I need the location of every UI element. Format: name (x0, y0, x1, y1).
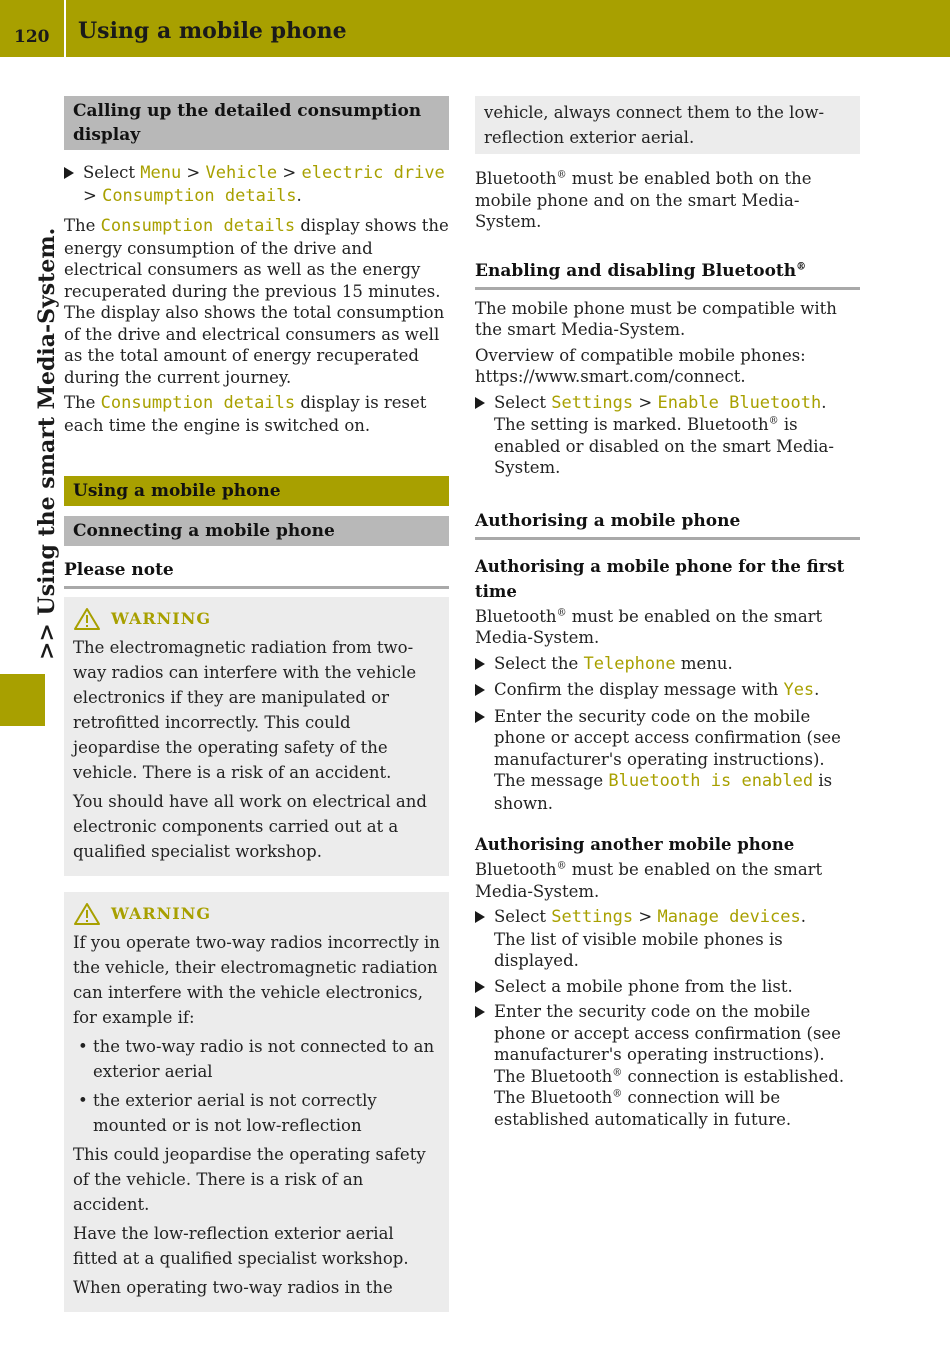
step-arrow-icon (475, 684, 485, 696)
warning-2-text-2: This could jeopardise the operating safety of the vehicle. There is a risk of an accident. (73, 1145, 426, 1214)
continued-warning-text: vehicle, always connect them to the low-reflection exterior aerial. (484, 103, 825, 147)
step-arrow-icon (64, 167, 74, 179)
step-arrow-icon (475, 981, 485, 993)
first-time-heading: Authorising a mobile phone for the first time (475, 556, 845, 601)
settings-term: Settings (551, 392, 634, 413)
another-phone-heading: Authorising another mobile phone (475, 835, 795, 854)
compatibility-overview: Overview of compatible mobile phones: https://www.smart.com/connect. (475, 345, 806, 386)
enable-bluetooth-step: Select Settings > Enable Bluetooth. The setting is marked. Bluetooth® is enabled or disabled on the smart Media-System. (475, 392, 860, 479)
menu-term: Menu (140, 163, 182, 183)
another-phone-step-3: Enter the security code on the mobile phone or accept access confirmation (see manufacturer's operating instructions). The Bluetooth® connection is established. The Bluetooth® connection will be established automatically in future. (475, 1001, 860, 1130)
right-column (475, 96, 860, 1134)
consumption-step: Select Menu > Vehicle > electric drive > Consumption details. (64, 162, 449, 207)
consumption-heading: Calling up the detailed consumption display (64, 96, 449, 150)
settings-term: Settings (551, 907, 634, 927)
section-heading: Using a mobile phone (64, 476, 449, 506)
warning-box-1 (64, 597, 449, 876)
step-arrow-icon (475, 397, 485, 409)
running-header-title: Using a mobile phone (78, 18, 347, 44)
list-item: • the two-way radio is not connected to an exterior aerial (78, 1037, 435, 1081)
another-phone-step-1: Select Settings > Manage devices. The list of visible mobile phones is displayed. (475, 906, 860, 972)
warning-label: WARNING (111, 609, 212, 628)
connecting-heading: Connecting a mobile phone (64, 516, 449, 546)
warning-triangle-icon (73, 902, 101, 926)
step-arrow-icon (475, 658, 485, 670)
another-phone-intro: Bluetooth® must be enabled on the smart Media-System. (475, 860, 823, 901)
bluetooth-enabled-term: Bluetooth is enabled (608, 771, 814, 791)
warning-1-text-2: You should have all work on electrical and electronic components carried out at a qualified specialist workshop. (73, 792, 427, 861)
first-time-intro: Bluetooth® must be enabled on the smart Media-System. (475, 606, 823, 647)
warning-2-text-3: Have the low-reflection exterior aerial fitted at a qualified specialist workshop. (73, 1224, 409, 1268)
header-divider (64, 0, 66, 57)
warning-1-text-1: The electromagnetic radiation from two-way radios can interfere with the vehicle electronics if they are manipulated or retrofitted incorrectly. This could jeopardise the operating safety of the vehicle. There is a risk of an accident. (73, 638, 417, 782)
compatibility-text: The mobile phone must be compatible with the smart Media-System. (475, 298, 837, 339)
consumption-details-term: Consumption details (102, 185, 297, 206)
warning-box-2 (64, 892, 449, 1312)
warning-label: WARNING (111, 904, 212, 923)
warning-triangle-icon (73, 607, 101, 631)
manage-devices-term: Manage devices (657, 907, 801, 927)
page-number: 120 (14, 27, 50, 47)
bluetooth-note: Bluetooth® must be enabled both on the mobile phone and on the smart Media-System. (475, 169, 812, 231)
first-time-step-1: Select the Telephone menu. (475, 653, 860, 676)
electric-drive-term: electric drive (301, 163, 445, 183)
continued-warning-box (475, 96, 860, 154)
left-column (64, 96, 449, 1312)
warning-2-text-1: If you operate two-way radios incorrectly in the vehicle, their electromagnetic radiation can interfere with the vehicle electronics, for example if: (73, 933, 440, 1027)
telephone-term: Telephone (583, 653, 676, 674)
side-section-title: >> Using the smart Media-System. (34, 227, 60, 660)
step-arrow-icon (475, 1006, 485, 1018)
vehicle-term: Vehicle (205, 163, 278, 183)
enable-bluetooth-term: Enable Bluetooth (657, 392, 822, 413)
first-time-step-3: Enter the security code on the mobile phone or accept access confirmation (see manufacturer's operating instructions). The message Bluetooth is enabled is shown. (475, 706, 860, 815)
first-time-step-2: Confirm the display message with Yes. (475, 679, 860, 702)
list-item: • the exterior aerial is not correctly mounted or is not low-reflection (78, 1091, 377, 1135)
side-tab-marker (0, 674, 45, 726)
warning-2-text-4: When operating two-way radios in the (73, 1278, 393, 1297)
step-arrow-icon (475, 711, 485, 723)
another-phone-step-2: Select a mobile phone from the list. (475, 976, 860, 998)
authorising-heading: Authorising a mobile phone (475, 509, 860, 540)
consumption-paragraph-1: The Consumption details display shows the energy consumption of the drive and electrical consumers as well as the energy recuperated during the previous 15 minutes. The display also shows the total consumption of the drive and electrical consumers as well as the total amount of energy recuperated during the current journey. (64, 216, 449, 387)
yes-term: Yes (783, 680, 815, 700)
enable-bluetooth-heading: Enabling and disabling Bluetooth® (475, 259, 860, 290)
please-note-heading: Please note (64, 558, 449, 589)
consumption-paragraph-2: The Consumption details display is reset each time the engine is switched on. (64, 393, 427, 435)
step-arrow-icon (475, 911, 485, 923)
